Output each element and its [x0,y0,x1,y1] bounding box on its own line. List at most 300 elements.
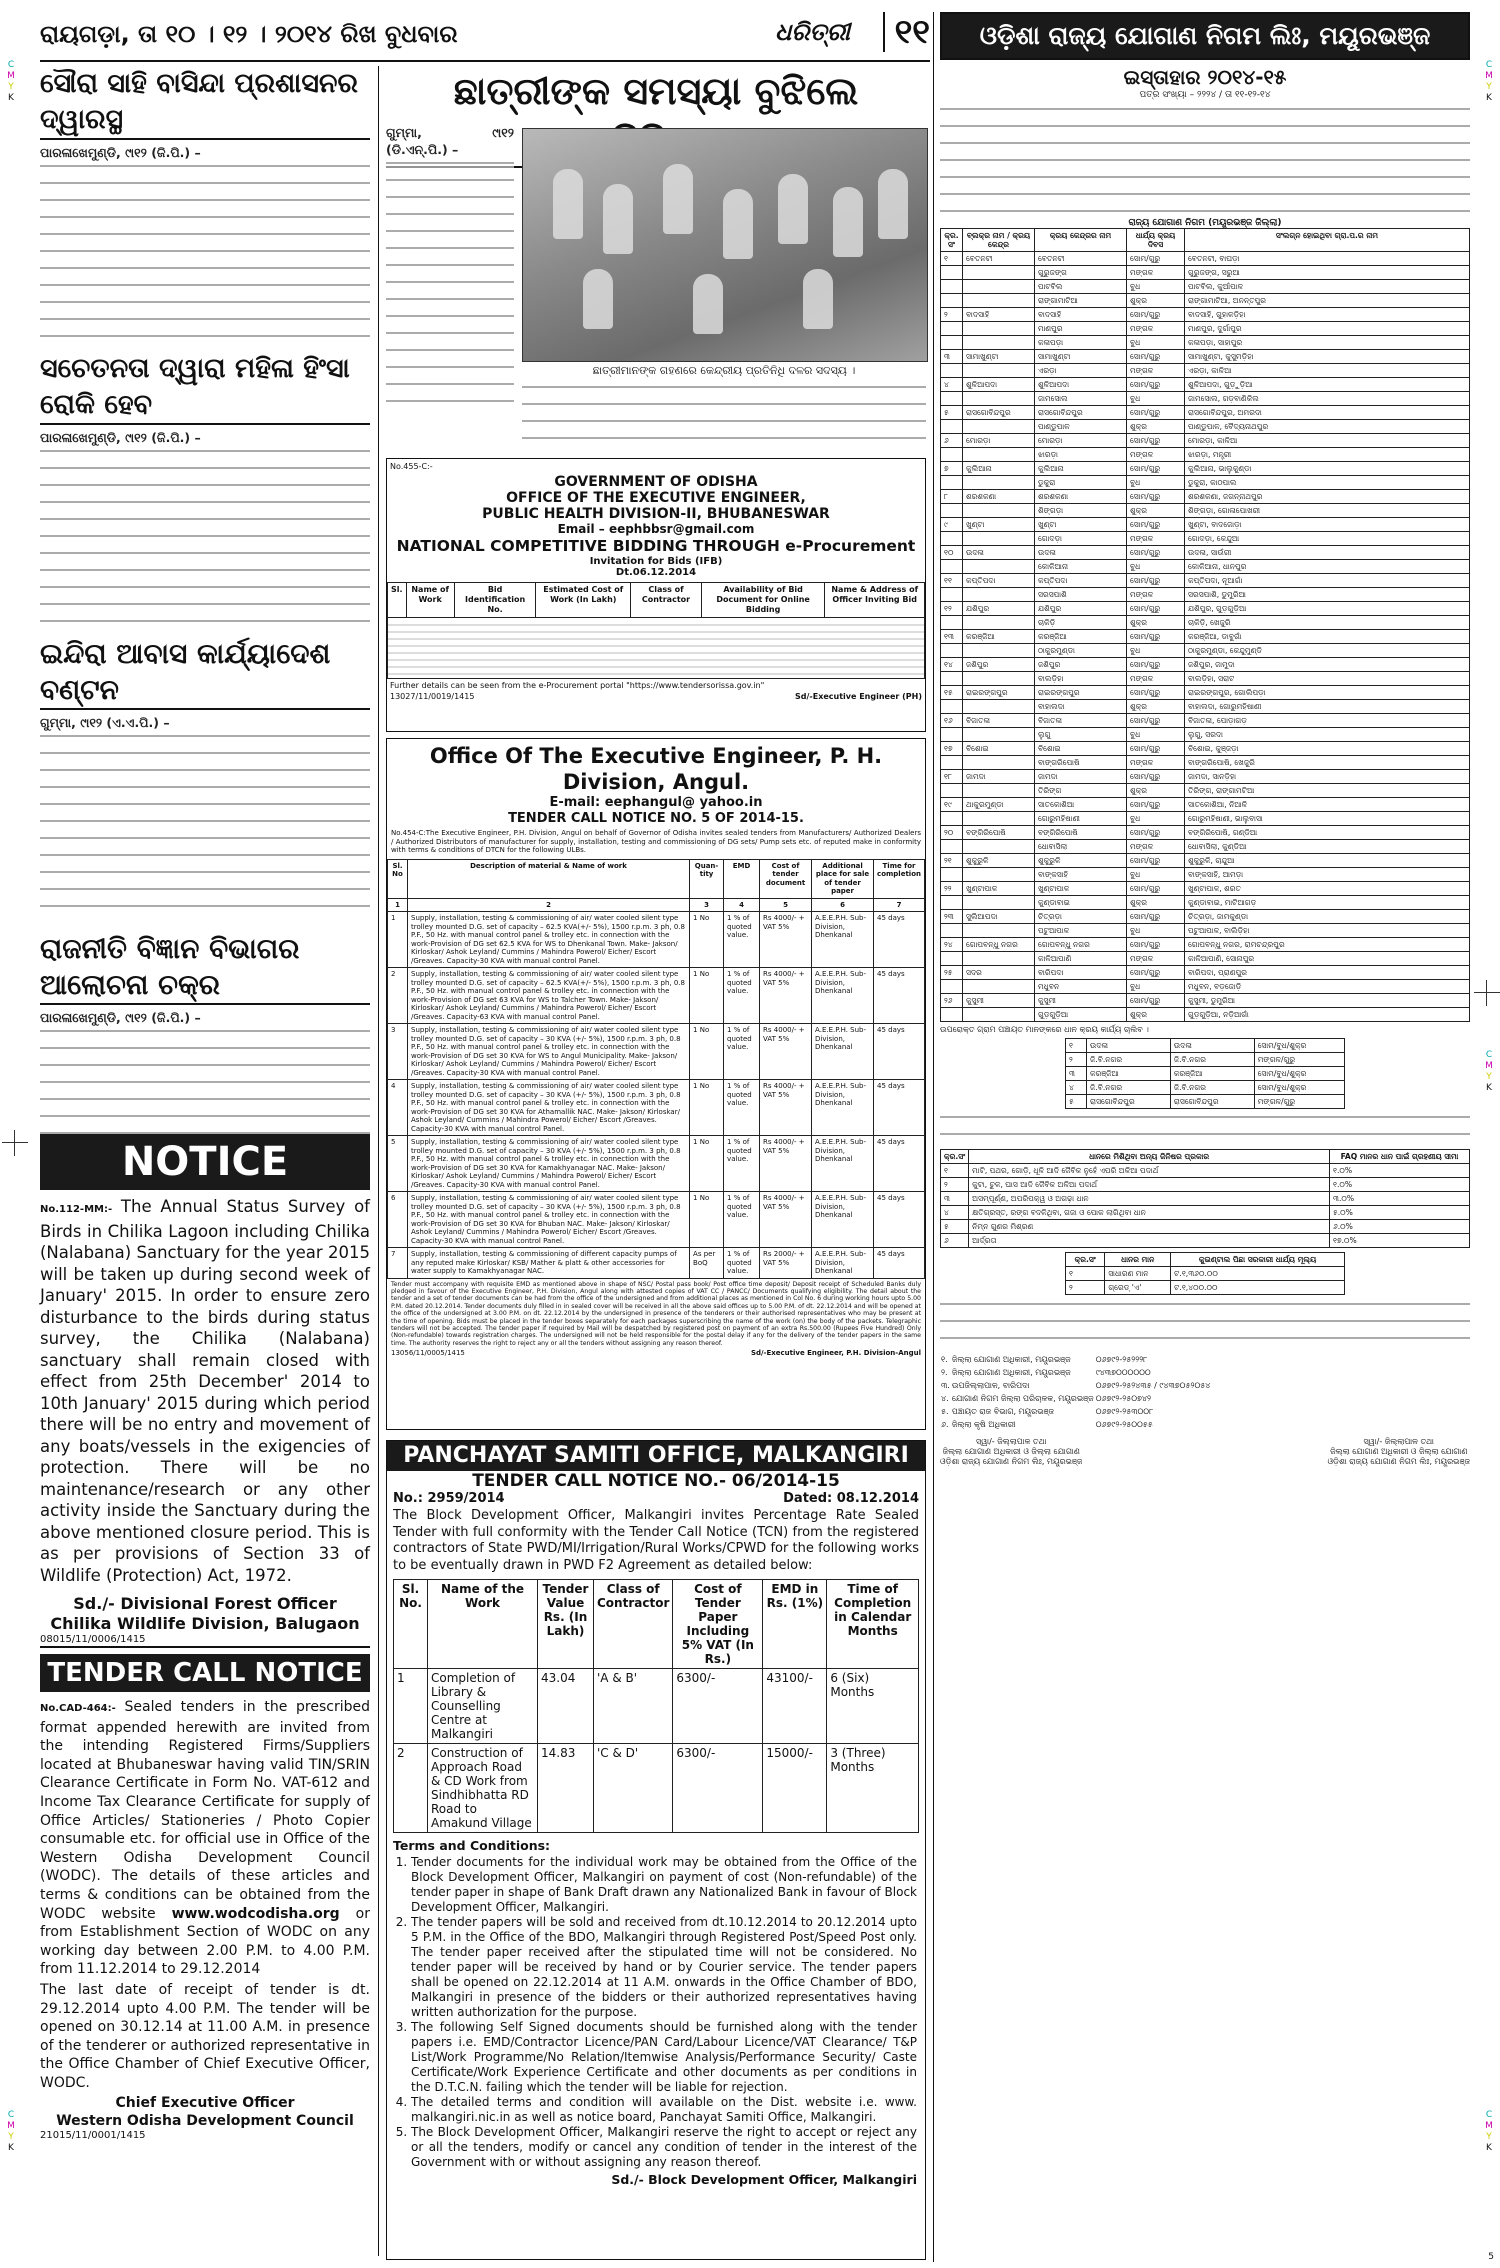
faq-table-row-cell: ୪ [941,1206,969,1220]
malkangiri-header-cell: Sl. No. [394,1580,428,1669]
notice-code: 08015/11/0006/1415 [40,1634,146,1645]
faq-table-row-cell: କ୍ଷତିଗ୍ରସ୍ତ, ରଙ୍ଗ ବଦଳିଥିବା, ଗଜା ଓ ପୋକ ଲାଗିଥିବା ଧାନ [969,1206,1330,1220]
middle-column [386,66,926,377]
angul-table-row-cell: A.E.E.P.H. Sub-Division, Dhenkanal [812,1248,874,1279]
procurement-table-row [941,462,1470,476]
procurement-table-row-cell: ୩ [941,350,963,364]
procurement-table-row-cell [963,560,1035,574]
malkangiri-letter-date: Dated: 08.12.2014 [783,1491,919,1506]
procurement-table-row [941,896,1470,910]
procurement-table-row [941,252,1470,266]
secondary-centre-row-cell: ୨ [1066,1053,1087,1067]
procurement-table-row-cell: ବେତନଟୀ [1035,252,1127,266]
procurement-table-row-cell: ଗୋଦଡ଼ା, କେନ୍ଦୁଆ [1185,532,1470,546]
article-saura-sahi [40,66,370,341]
procurement-table-row-cell: ଶୁକୁରୁଳି, ଚାନ୍ଦୁଆ [1185,854,1470,868]
procurement-table-row [941,616,1470,630]
price-table-row [1066,1281,1345,1295]
procurement-table-row-cell: ରାସଗୋବିନ୍ଦପୁର, ଅମରଦା [1185,406,1470,420]
procurement-table-row-cell: ଉଦଳା [1035,546,1127,560]
procurement-table-row [941,672,1470,686]
procurement-table-row-cell [941,868,963,882]
malkangiri-table-row-cell: 'A & B' [594,1669,673,1744]
angul-table-row-cell: 1 No [690,1024,724,1080]
malkangiri-table-row-cell: 6300/- [673,1669,763,1744]
procurement-table-row-cell [941,812,963,826]
secondary-centre-row-cell: ରାସଗୋବିନ୍ଦପୁର [1170,1095,1254,1109]
procurement-table-row-cell: ବଙ୍ଗିରିପୋଷି, ଗଣ୍ଡିଆ [1185,826,1470,840]
procurement-table-row [941,966,1470,980]
procurement-table-row [941,308,1470,322]
procurement-table-row-cell: ମଙ୍ଗଳ [1127,364,1185,378]
malkangiri-header-cell: Name of the Work [428,1580,538,1669]
procurement-table-row-cell: ବୁଧ [1127,560,1185,574]
malkangiri-table-row-cell: 2 [394,1744,428,1833]
angul-table-row-cell: 45 days [874,1136,925,1192]
osc-ad-table-caption: ରାଜ୍ୟ ଯୋଗାଣ ନିଗମ (ମୟୂରଭଞ୍ଜ ଜିଲ୍ଲା) [1128,218,1282,228]
procurement-table-row [941,728,1470,742]
ifb-table-blurred-rows [388,618,925,679]
procurement-table-row-cell: ୧୦ [941,546,963,560]
procurement-table-row [941,980,1470,994]
procurement-table-row-cell: ଖୁଣ୍ଟାପାଳ [963,882,1035,896]
procurement-table-row-cell: ଖୁଣ୍ଟାପାଳ, ଶରତ [1185,882,1470,896]
procurement-table-row-cell: ଏରଡ଼ା, କାଳିଆ [1185,364,1470,378]
procurement-table-row [941,644,1470,658]
secondary-centre-row-cell: ୫ [1066,1095,1087,1109]
secondary-centre-row-cell: ମଙ୍ଗଳ/ଗୁରୁ [1254,1053,1344,1067]
procurement-table-row-cell: ବୁଧ [1127,280,1185,294]
procurement-table-row-cell: କୁଲିଆନା, ଭାଲୁକୁଣ୍ଡା [1185,462,1470,476]
procurement-table-row-cell: ୧୯ [941,798,963,812]
procurement-table-row-cell: ମଧୁବନ [1035,980,1127,994]
secondary-centre-row [1066,1095,1345,1109]
angul-header-cell: Cost of tender document [760,859,812,898]
procurement-table-row-cell: ବୁଧ [1127,868,1185,882]
malkangiri-ad-title: PANCHAYAT SAMITI OFFICE, MALKANGIRI [387,1441,925,1471]
procurement-table-row-cell: ଜାମଦା [963,770,1035,784]
procurement-table-row-cell [963,504,1035,518]
procurement-table-row-cell: ଥାକୁରମୁଣ୍ଡା [963,798,1035,812]
procurement-table-row-cell: ସୋମ/ଗୁରୁ [1127,798,1185,812]
secondary-centre-row-cell: ସୋମ/ବୁଧ/ଶୁକ୍ର [1254,1039,1344,1053]
price-header-cell: ଧାନର ମାନ [1105,1253,1171,1267]
procurement-table-row-cell: ୨୨ [941,882,963,896]
contact-row-cell: ୧. [941,1355,948,1364]
article-body-text [40,446,370,626]
procurement-table-row-cell: ଧୋବାସିଲା, କୁଣ୍ଡିଆ [1185,840,1470,854]
procurement-table-row [941,924,1470,938]
article-indira-awas [40,636,370,921]
procurement-table-row-cell [963,784,1035,798]
angul-ad-terms: Tender must accompany with requisite EMD as mentioned above in shape of NSC/ Postal pass book/ Post office time deposit/ Deposit receipt of Scheduled Banks duly pledged in favour of the Executive Engineer, P.H. Division, Angul along with attested copies of VAT CC / PANCC/ Documents qualifying eligibility. The detail about the tender and a set of tender documents can be had from the office of the undersigned and from additional places as mentioned in Col No. 6 during working hours upto 5.00 P.M. dated 20.12.2014. Tender documents duly filled in in sealed cover will be received in all the above said offices up to 5.00 P.M. of dt. 22.12.2014 and will be opened at the office of the undersigned at 3.00 P.M. on dt. 22.12.2014 by the undersigned in presence of the tenderers or their authorised representatives who may be present at the time of opening. Bids must be placed in the tender boxes separately for each packages superscribing the name of the work (on) the body of the packets. Telegraphic tenders will not be accepted. The tender paper if required by Mail will be despatched by registered post on payment of an extra Rs.500.00 (Rupees Five Hundred) Only (Non-refundable) towards registration charges. The undersigned will not be held responsible for the postal delay if any for the delivery of the tender papers in the same time. The authority reserves the right to reject any or all the tenders without assigning any reason thereof. [391,1280,921,1347]
procurement-table-row-cell: ସୋମ/ଗୁରୁ [1127,308,1185,322]
angul-table-row-cell: 1 No [690,912,724,968]
photo-figure [833,187,863,257]
faq-table-row-cell: ୧୭.୦% [1330,1234,1470,1248]
secondary-centre-row-cell: ଜି.ବି.ନଗର [1087,1053,1171,1067]
procurement-table-row-cell [941,616,963,630]
masthead-date: ରାୟଗଡ଼ା, ତା ୧୦ । ୧୨ । ୨୦୧୪ ରିଖ ବୁଧବାର [40,20,458,48]
ifb-header-cell: Sl. [388,583,407,618]
angul-table-row-cell: 1 No [690,968,724,1024]
angul-table-row-cell: A.E.E.P.H. Sub-Division, Dhenkanal [812,1080,874,1136]
malkangiri-table-header [394,1580,919,1669]
procurement-table-row [941,392,1470,406]
secondary-centre-row-cell: କରଞ୍ଜିଆ [1087,1067,1171,1081]
procurement-table-row-cell: ୨୬ [941,994,963,1008]
procurement-table-row-cell: ୧୮ [941,770,963,784]
notice-title: NOTICE [40,1134,370,1190]
angul-header-cell: Time for completion [874,859,925,898]
procurement-table-row-cell [941,840,963,854]
notice-signature-1: Sd./- Divisional Forest Officer [73,1594,337,1613]
secondary-centre-row-cell: ରାସଗୋବିନ୍ଦପୁର [1087,1095,1171,1109]
procurement-table-row-cell: କୋଳିଆନା, ଧାନପୁର [1185,560,1470,574]
procurement-table-row-cell: କପ୍ତିପଦା, ନୂଆଗାଁ [1185,574,1470,588]
secondary-centre-row-cell: ୩ [1066,1067,1087,1081]
ad-signature: Sd/-Executive Engineer (PH) [795,692,922,701]
procurement-table-row-cell: ପଟୁଆପାଳ [1035,924,1127,938]
phd-bhubaneswar-ad [386,458,926,732]
procurement-table-row-cell: ଜଶିପୁର [1035,658,1127,672]
article-dateline: ପାରଳାଖେମୁଣ୍ଡି, ୯ା୧୨ (ଜି.ପି.) – [40,145,201,160]
contact-list [940,1353,1211,1431]
contact-row-cell: ଜିଲ୍ଲା ଯୋଗାଣ ଅଧିକାରୀ, ମୟୂରଭଞ୍ଜ [951,1355,1071,1364]
angul-table-row-cell: Supply, installation, testing & commissioning of air/ water cooled silent type trolley mounted D.G. set of capacity – 30 KVA (+/- 5%), 1500 r.p.m. 3 ph, 0.8 P.F., 50 Hz. with manual control panel & trolley etc. in connection with the work-Provision of DG set 30 KVA for Bhuban NAC. Make- Jakson/ Kirloskar/ Ashok Leyland/ Cummins / Mahindra Powerol/ Eicher/ Escort /Greaves. Capacity-30 KVA with manual control Panel. [408,1192,690,1248]
procurement-table-row-cell: ସାମାଖୁଣ୍ଟା [1035,350,1127,364]
contact-row [940,1366,1211,1379]
procurement-table-row-cell: ଉଦଳା [963,546,1035,560]
procurement-table-row-cell: ସୋମ/ଗୁରୁ [1127,378,1185,392]
procurement-table-row-cell: ଶରଶକଣା [1035,490,1127,504]
angul-table-row-cell: 1 [388,912,408,968]
price-table-header [1066,1253,1345,1267]
signature-line: ଓଡ଼ିଶା ରାଜ୍ୟ ଯୋଗାଣ ନିଗମ ଲିଃ, ମୟୂରଭଞ୍ଜ [940,1457,1083,1466]
faq-table-body [941,1164,1470,1248]
faq-table-row-cell: ୨ [941,1178,969,1192]
procurement-table-row-cell [963,756,1035,770]
procurement-table-row-cell: କାଳିଆପାଣି, ସୋନାପୁର [1185,952,1470,966]
angul-table-row-cell: Rs 4000/- + VAT 5% [760,1192,812,1248]
angul-header-cell: Sl. No [388,859,408,898]
faq-table-row [941,1192,1470,1206]
angul-table-row-cell: 1 % of quoted value. [724,1080,760,1136]
procurement-table-row-cell: ଶୁକ୍ର [1127,1008,1185,1022]
procurement-table-row-cell: କପ୍ତିପଦା [963,574,1035,588]
procurement-table-row-cell: କୁଣ୍ଡାବାଇ, ମାଟିଆଗଡ଼ [1185,896,1470,910]
procurement-table-row [941,742,1470,756]
procurement-table-row-cell: ବାଙ୍କସାହି [1035,868,1127,882]
osc-ad-note: ଉପରୋକ୍ତ ଗ୍ରାମ ପଞ୍ଚାୟତ ମାନଙ୍କରେ ଧାନ କ୍ରୟ କାର୍ଯ୍ୟ ଚାଲିବ । [940,1025,1149,1034]
angul-ad-code: 13056/11/0005/1415 [391,1349,465,1358]
angul-header-cell: Quan-tity [690,859,724,898]
procurement-table-row-cell: ମଙ୍ଗଳ [1127,588,1185,602]
procurement-table-row-cell: ୨୦ [941,826,963,840]
angul-table-row-cell: 45 days [874,968,925,1024]
procurement-table-row-cell: କୁସୁମୀ, ଡୁମୁରିଆ [1185,994,1470,1008]
procurement-table-row-cell: ଯଶିପୁର [963,602,1035,616]
angul-table-row-cell: 1 % of quoted value. [724,1024,760,1080]
procurement-table-row-cell: ତିରିଙ୍ଗ [1035,784,1127,798]
procurement-table-row-cell: ରାଙ୍ଗାମାଟିଆ, ଅନନ୍ତପୁର [1185,294,1470,308]
malkangiri-table-body [394,1669,919,1833]
procurement-table-row-cell: ୧୪ [941,658,963,672]
procurement-table-row-cell: ରାଇରଙ୍ଗପୁର, ଗୋଲିପଡ଼ା [1185,686,1470,700]
procurement-table-row-cell [963,364,1035,378]
malkangiri-signature: Sd./- Block Development Officer, Malkangiri [611,2172,917,2187]
angul-table-row-cell: 1 % of quoted value. [724,968,760,1024]
procurement-table-row-cell: ସୁଲିଆପଦା [963,910,1035,924]
procurement-table-row [941,448,1470,462]
osc-ad-ref: ପତ୍ର ସଂଖ୍ୟା – ୨୨୨୪ / ତା ୧୧-୧୨-୧୪ [1139,90,1271,100]
procurement-table-row-cell: ଜାମସୋଲ, ଗଡ଼ବାଣିକିଲ [1185,392,1470,406]
procurement-table-row [941,434,1470,448]
procurement-table-row [941,714,1470,728]
tender-text-1: Sealed tenders in the prescribed format appended herewith are invited from the intending Registered Firms/Suppliers located at Bhubaneswar having valid TIN/SRIN Clearance Certificate in Form No. VAT-612 and Income Tax Clearance Certificate for supply of Office Articles/ Stationeries / Photo Copier consumable etc. for official use in Office of the Western Odisha Development Council (WODC). The details of these articles and terms & conditions can be obtained from the WODC website [40,1699,370,1922]
angul-colnum-cell: 7 [874,898,925,912]
malkangiri-term-item: 5. The Block Development Officer, Malkangiri reserve the right to accept or reject any or all the tenders, modify or cancel any condition of tender in the interest of the Government with or without assigning any reason thereof. [411,2125,917,2170]
procurement-table-row [941,490,1470,504]
angul-ad-email[interactable]: E-mail: eephangul@ yahoo.in [549,795,763,810]
ad-email[interactable]: Email – eephbbsr@gmail.com [557,522,755,536]
procurement-table-row-cell: ଶୁକୁରୁଳି [1035,854,1127,868]
price-table-row-cell: ସାଧାରଣ ମାନ [1105,1267,1171,1281]
procurement-table-row-cell: ଶୁକ୍ର [1127,700,1185,714]
procurement-table-row-cell [941,336,963,350]
procurement-table-row-cell: କୁସୁମୀ [1035,994,1127,1008]
registration-mark-left [2,1130,28,1156]
procurement-table-row-cell: ବୁଧ [1127,728,1185,742]
procurement-table-row [941,868,1470,882]
angul-table-row-cell: Supply, installation, testing & commissioning of air/ water cooled silent type trolley mounted D.G. set of capacity – 62.5 KVA(+/- 5%), 1500 r.p.m. 3 ph, 0.8 P.F., 50 Hz. with manual control panel & trolley etc. in connection with the work-Provision of DG set 62.5 KVA for WS to Dhenkanal Town. Make- Jakson/ Kirloskar/ Ashok Leyland/ Cummins / Mahindra Powerol/ Eicher/ Escort /Greaves. Capacity-30 KVA with manual control Panel. [408,912,690,968]
procurement-table-row-cell: ୧ [941,252,963,266]
procurement-table-row [941,798,1470,812]
procurement-table-row-cell: ଜଶିପୁର, ଜାମୁଦା [1185,658,1470,672]
procurement-table-row-cell: କାଳିଆପାଣି [1035,952,1127,966]
contact-row-cell: ୯୪୩୭୦୦୦୦୦୦ [1095,1368,1151,1377]
procurement-table-body [941,252,1470,1022]
ifb-header-cell: Bid Identification No. [454,583,536,618]
procurement-table-row-cell: ସୋମ/ଗୁରୁ [1127,658,1185,672]
faq-table-row [941,1234,1470,1248]
procurement-table-row-cell: ୪ [941,378,963,392]
angul-table-row-cell: Supply, installation, testing & commissioning of air/ water cooled silent type trolley mounted D.G. set of capacity – 30 KVA (+/- 5%), 1500 r.p.m. 3 ph, 0.8 P.F., 50 Hz. with manual control panel & trolley etc. in connection with the work-Provision of DG set 30 KVA for Athamallik NAC. Make- Jakson/ Kirloskar/ Ashok Leyland/ Cummins / Mahindra Powerol/ Eicher/ Escort /Greaves. Capacity-30 KVA with manual control Panel. [408,1080,690,1136]
photo-figure [603,184,633,254]
procurement-table-row-cell: ଗୋରୁମହିଷାଣୀ [1035,812,1127,826]
faq-table-row-cell: ୧.୦% [1330,1178,1470,1192]
procurement-table-row-cell: ବିଶୋଇ [1035,742,1127,756]
procurement-table-row-cell: ରାଇରଙ୍ଗପୁର [963,686,1035,700]
angul-table-row-cell: Rs 4000/- + VAT 5% [760,1080,812,1136]
procurement-table-row-cell: ଗୋରୁମହିଷାଣୀ, ଭାଲୁବାସା [1185,812,1470,826]
procurement-table-row [941,840,1470,854]
lead-story-caption: ଛାତ୍ରୀମାନଙ୍କ ଗହଣରେ କେନ୍ଦ୍ରୀୟ ପ୍ରତିନିଧି ଦଳର ସଦସ୍ୟ । [592,364,856,377]
angul-colnum-cell: 6 [812,898,874,912]
procurement-table-row-cell: ପାଣ୍ଡୁପାଳ [1035,420,1127,434]
notice-body [40,1196,370,1586]
angul-table-row [388,968,925,1024]
procurement-table-row-cell: ଶିଙ୍ଗଡ଼ା [1035,504,1127,518]
procurement-table-row-cell: ଲୁଗୁ, ସରଦା [1185,728,1470,742]
photo-figure [723,189,753,259]
procurement-table-row-cell: ଗୋଦଡ଼ା [1035,532,1127,546]
price-table [1065,1252,1345,1295]
column-rule-left [378,66,379,2256]
angul-table-row [388,912,925,968]
procurement-table-row-cell: କୋଳିଆନା [1035,560,1127,574]
ad-line-2: OFFICE OF THE EXECUTIVE ENGINEER, [506,490,806,506]
procurement-table-row [941,294,1470,308]
procurement-table-row-cell: ବଙ୍ଗିରିପୋଷି [1035,826,1127,840]
photo-figure [553,169,583,239]
procurement-table-row-cell [941,728,963,742]
procurement-table-row-cell [941,980,963,994]
registration-mark-right [1474,980,1500,1006]
procurement-table-row-cell: ୧୫ [941,686,963,700]
angul-table-row-cell: 1 % of quoted value. [724,1136,760,1192]
malkangiri-header-cell: Time of Completion in Calendar Months [827,1580,919,1669]
procurement-table-row-cell: ସାମାଖୁଣ୍ଟା, କୁସୁମଡ଼ିହା [1185,350,1470,364]
malkangiri-terms-list [387,1855,925,2170]
procurement-table-row-cell: ଡୁକୁରା, କାଠପାଲ [1185,476,1470,490]
procurement-table-row-cell: କୁଲିଆନା [963,462,1035,476]
procurement-table-row-cell: ବାଙ୍ଗରିପୋଷି, ଖେଜୁରି [1185,756,1470,770]
procurement-table-row-cell: ୨୩ [941,910,963,924]
procurement-table-row [941,1008,1470,1022]
procurement-table-row-cell [963,1008,1035,1022]
secondary-centre-row-cell: ୪ [1066,1081,1087,1095]
malkangiri-terms-title: Terms and Conditions: [393,1838,551,1853]
procurement-table-row-cell: ୬ [941,434,963,448]
procurement-table-row-cell: ପାଟବିଲ [1035,280,1127,294]
procurement-table-row-cell: ଗୁରୁଜଙ୍ଗ [1035,266,1127,280]
contact-row-cell: ଉପଜିଲ୍ଲାପାଳ, ବାରିପଦା [951,1381,1030,1390]
procurement-table-row [941,602,1470,616]
ifb-header-cell: Availability of Bid Document for Online Bidding [701,583,825,618]
procurement-table-row-cell: ସୋମ/ଗୁରୁ [1127,854,1185,868]
procurement-table-header [941,229,1470,252]
procurement-table-row-cell: ମାଣପୁର [1035,322,1127,336]
secondary-centre-row-cell: ଜି.ବି.ନଗର [1170,1053,1254,1067]
secondary-centre-row [1066,1081,1345,1095]
faq-table-row-cell: ୫ [941,1220,969,1234]
procurement-table-row-cell: ଗୋପବନ୍ଧୁ ନଗର [1035,938,1127,952]
angul-ad-title: Office Of The Executive Engineer, P. H. Division, Angul. [429,744,883,794]
procurement-table-row-cell [963,868,1035,882]
procurement-table-row-cell: ପାଟବିଲ, କୁଆଁପାଳ [1185,280,1470,294]
procurement-table-row-cell [941,294,963,308]
wodc-website-link[interactable]: www.wodcodisha.org [171,1905,340,1922]
contact-row-cell: ୦୬୭୯୨-୨୫୦୦୫୫ [1095,1420,1153,1429]
secondary-centre-row [1066,1067,1345,1081]
procurement-table-row-cell: ୮ [941,490,963,504]
angul-table-row-cell: Supply, installation, testing & commissioning of air/ water cooled silent type trolley mounted D.G. set of capacity – 30 KVA (+/- 5%), 1500 r.p.m. 3 ph, 0.8 P.F., 50 Hz. with manual control panel & trolley etc. in connection with the work-Provision of DG set 30 KVA for WS to Angul Municipality. Make- Jakson/ Kirloskar/ Ashok Leyland/ Cummins / Mahindra Powerol/ Eicher/ Escort /Greaves. Capacity-30 KVA with manual control Panel. [408,1024,690,1080]
procurement-table-row-cell: ସୋମ/ଗୁରୁ [1127,882,1185,896]
procurement-table-row-cell: ଧୋବାସିଲା [1035,840,1127,854]
malkangiri-table-row-cell: 14.83 [538,1744,594,1833]
angul-colnum-cell: 2 [408,898,690,912]
procurement-table-row-cell: ଜାମସୋଲ [1035,392,1127,406]
procurement-table-row [941,266,1470,280]
procurement-table-row [941,882,1470,896]
lead-story-headline: ଛାତ୍ରୀଙ୍କ ସମସ୍ୟା ବୁଝିଲେ [386,66,926,168]
procurement-table-row-cell: ଶୁକ୍ର [1127,784,1185,798]
procurement-table-row-cell [941,504,963,518]
procurement-table-row [941,770,1470,784]
left-column [40,66,370,1198]
angul-table-row-cell: 1 % of quoted value. [724,1248,760,1279]
procurement-table-row-cell: ସୋମ/ଗୁରୁ [1127,602,1185,616]
procurement-table-row-cell: ଶୁକୁରୁଳି [963,854,1035,868]
angul-table-row [388,1024,925,1080]
osc-ad-subtitle: ଇସ୍ତାହାର ୨୦୧୪-୧୫ [1123,65,1287,89]
procurement-table-row-cell [963,336,1035,350]
angul-table-row-cell: Rs 4000/- + VAT 5% [760,1024,812,1080]
procurement-table-row-cell: ୧୧ [941,574,963,588]
procurement-table-row-cell: ବାଙ୍କସାହି, ଆମଡ଼ା [1185,868,1470,882]
malkangiri-term-item: 4. The detailed terms and condition will available on the Dist. website i.e. www. malkangiri.nic.in as well as notice board, Panchayat Samiti Office, Malkangiri. [411,2095,917,2125]
procurement-table-row-cell: ଲୁଗୁ [1035,728,1127,742]
procurement-table-row-cell: ଶରଶକଣା [963,490,1035,504]
procurement-table-row-cell: ସୋମ/ଗୁରୁ [1127,630,1185,644]
procurement-table-row-cell: ବାଦସାହି [1035,308,1127,322]
angul-tender-ad [386,738,926,1430]
procurement-table-row-cell [941,644,963,658]
secondary-centre-row-cell: ଜି.ବି.ନଗର [1087,1081,1171,1095]
procurement-table-row-cell: ଜାମଦା [1035,770,1127,784]
angul-table-row-cell: Rs 4000/- + VAT 5% [760,1136,812,1192]
article-dateline: ପାରଳାଖେମୁଣ୍ଡି, ୯ା୧୨ (ଜି.ପି.) – [40,430,201,445]
procurement-table-row-cell: ବିଶୋଇ [963,742,1035,756]
procurement-table-row-cell: ସୋମ/ଗୁରୁ [1127,742,1185,756]
procurement-table-row-cell: କଳାପଡ଼ା, ସାହାପୁର [1185,336,1470,350]
procurement-table-row-cell: ମଙ୍ଗଳ [1127,952,1185,966]
angul-table-row [388,1136,925,1192]
angul-table-row-cell: Rs 2000/- + VAT 5% [760,1248,812,1279]
procurement-table-row-cell: ପାଣ୍ଡୁପାଳ, ବୈଦ୍ୟନାଥପୁର [1185,420,1470,434]
signature-line: ସ୍ୱା/- ଜିଲ୍ଲାପାଳ ତଥା [976,1437,1047,1446]
tender-body [40,1698,370,1979]
procurement-table-row-cell: ସଦର [963,966,1035,980]
procurement-table-row-cell [941,756,963,770]
faq-table-row-cell: ମାଟି, ପଥର, ଗୋଡ଼ି, ଧୂଳି ଆଦି ଜୈବିକ ନୁହେଁ ଏପରି ଅଳିଆ ପଦାର୍ଥ [969,1164,1330,1178]
photo-figure [693,274,723,334]
procurement-table-row-cell: ସାତକୋଶିଆ, ନିଆଳି [1185,798,1470,812]
signature-line: ଜିଲ୍ଲା ଯୋଗାଣ ଅଧିକାରୀ ଓ ଜିଲ୍ଲା ଯୋଗାଣ [942,1447,1080,1456]
tender-signature-1: Chief Executive Officer [115,2095,295,2112]
angul-ad-intro: No.454-C:The Executive Engineer, P.H. Division, Angul on behalf of Governor of Odisha invites sealed tenders from Manufacturers/ Authorized Dealers / Authorized Distributors of manufacturer for supply, installation, testing and commissioning of DG sets/ Pump sets etc. of reputed make in conformity with terms & conditions of DTCN for the following ULBs. [391,829,921,854]
contact-row-cell: ୪. [941,1394,949,1403]
tender-signature-2: Western Odisha Development Council [56,2113,354,2130]
faq-header-cell: FAQ ମାନର ଧାନ ପାଇଁ ଗ୍ରହଣୀୟ ସୀମା [1330,1150,1470,1164]
procurement-table-row-cell: ସୋମ/ଗୁରୁ [1127,546,1185,560]
procurement-table-row-cell: ବାଙ୍ଗରିପୋଷି [1035,756,1127,770]
malkangiri-term-item: 3. The following Self Signed documents should be furnished along with the tender papers i.e. EMD/Contractor Licence/PAN Card/Labour Licence/VAT Clearance/ T&P List/Work Programme/No Relation/Itemwise Analysis/Performance Security/ Caste Certificate/Work Experience Certificate and other documents as per conditions in the D.T.C.N. failing which the tender will be liable for rejection. [411,2020,917,2095]
faq-table-row-cell: ୩.୦% [1330,1192,1470,1206]
procurement-table-row-cell [941,280,963,294]
procurement-table-row [941,784,1470,798]
malkangiri-header-cell: Tender Value Rs. (In Lakh) [538,1580,594,1669]
procurement-table-row-cell: ବୁଧ [1127,980,1185,994]
secondary-centre-row-cell: ମଙ୍ଗଳ/ଗୁରୁ [1254,1095,1344,1109]
procurement-table-row-cell: ସୋମ/ଗୁରୁ [1127,910,1185,924]
procurement-table-row-cell [963,476,1035,490]
malkangiri-table-row-cell: Construction of Approach Road & CD Work from Sindhibhatta RD Road to Amakund Village [428,1744,538,1833]
procurement-table-row-cell [941,476,963,490]
procurement-table-row-cell: ବାଲଡ଼ିହା [1035,672,1127,686]
procurement-table-row-cell: ଖୁଣ୍ଟା [963,518,1035,532]
